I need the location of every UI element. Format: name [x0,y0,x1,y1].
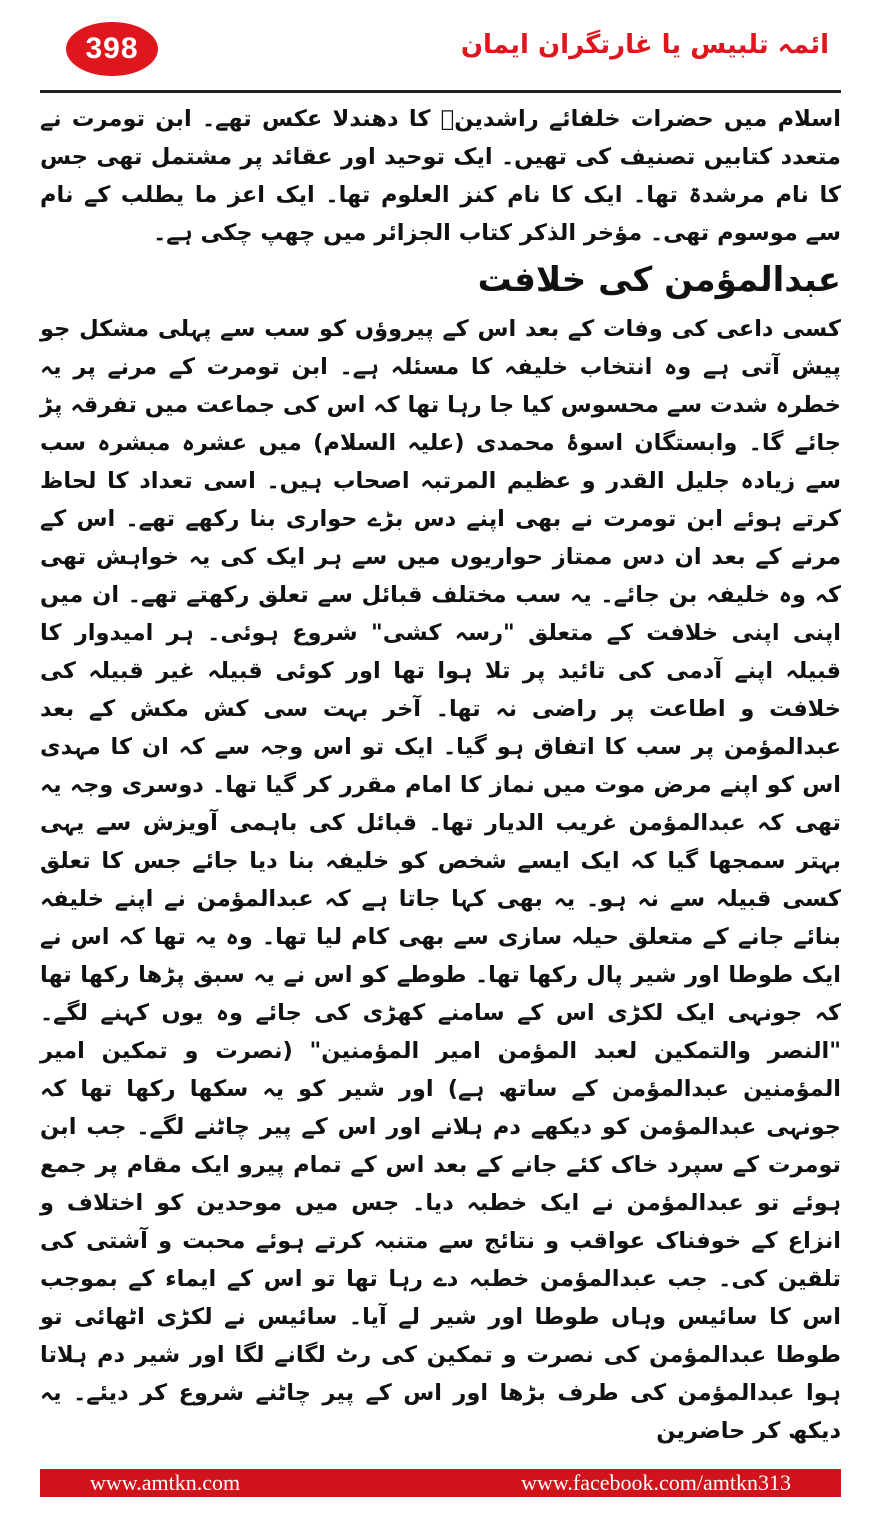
page-body [40,100,841,1450]
page-number: 398 [85,32,139,65]
website-link[interactable]: www.amtkn.com [90,1470,241,1495]
page-number-badge [66,22,158,76]
header-divider [40,90,841,93]
facebook-link[interactable]: www.facebook.com/amtkn313 [521,1470,791,1495]
paragraph-intro: اسلام میں حضرات خلفائے راشدینؓ کا دھندلا عکس تھے۔ ابن تومرت نے متعدد کتابیں تصنیف کی تھیں۔ ایک توحید اور عقائد پر مشتمل تھی جس کا نام مرشدۃ تھا۔ ایک کا نام کنز العلوم تھا۔ ایک اعز ما یطلب کے نام سے موسوم تھی۔ مؤخر الذکر کتاب الجزائر میں چھپ چکی ہے۔ [40,106,841,246]
book-title: ائمہ تلبیس یا غارتگران ایمان [460,30,829,60]
section-heading: عبدالمؤمن کی خلافت [477,260,841,300]
footer-bar [40,1469,841,1497]
paragraph-main: کسی داعی کی وفات کے بعد اس کے پیروؤں کو سب سے پہلی مشکل جو پیش آتی ہے وہ انتخاب خلیفہ کا مسئلہ ہے۔ ابن تومرت کے مرنے پر یہ خطرہ شدت سے محسوس کیا جا رہا تھا کہ اس کی جماعت میں تفرقہ پڑ جائے گا۔ وابستگان اسوۂ محمدی (علیہ السلام) میں عشرہ مبشرہ سب سے زیادہ جلیل القدر و عظیم المرتبہ اصحاب ہیں۔ اسی تعداد کا لحاظ کرتے ہوئے ابن تومرت نے بھی اپنے دس بڑے حواری بنا رکھے تھے۔ اس کے مرنے کے بعد ان دس ممتاز حواریوں میں سے ہر ایک کی یہ خواہش تھی کہ وہ خلیفہ بن جائے۔ یہ سب مختلف قبائل سے تعلق رکھتے تھے۔ ان میں اپنی اپنی خلافت کے متعلق "رسہ کشی" شروع ہوئی۔ ہر امیدوار کا قبیلہ اپنے آدمی کی تائید پر تلا ہوا تھا اور کوئی قبیلہ غیر قبیلہ کی خلافت و اطاعت پر راضی نہ تھا۔ آخر بہت سی کش مکش کے بعد عبدالمؤمن پر سب کا اتفاق ہو گیا۔ ایک تو اس وجہ سے کہ ان کا مہدی اس کو اپنے مرض موت میں نماز کا امام مقرر کر گیا تھا۔ دوسری وجہ یہ تھی کہ عبدالمؤمن غریب الدیار تھا۔ قبائل کی باہمی آویزش سے یہی بہتر سمجھا گیا کہ ایک ایسے شخص کو خلیفہ بنا دیا جائے جس کا تعلق کسی قبیلہ سے نہ ہو۔ یہ بھی کہا جاتا ہے کہ عبدالمؤمن نے اپنے خلیفہ بنائے جانے کے متعلق حیلہ سازی سے بھی کام لیا تھا۔ وہ یہ تھا کہ اس نے ایک طوطا اور شیر پال رکھا تھا۔ طوطے کو اس نے یہ سبق پڑھا رکھا تھا کہ جونہی ایک لکڑی اس کے سامنے کھڑی کی جائے وہ یوں کہنے لگے۔ "النصر والتمکین لعبد المؤمن امیر المؤمنین" (نصرت و تمکین امیر المؤمنین عبدالمؤمن کے ساتھ ہے) اور شیر کو یہ سکھا رکھا تھا کہ جونہی عبدالمؤمن کو دیکھے دم ہلانے اور اس کے پیر چاٹنے لگے۔ جب ابن تومرت کے سپرد خاک کئے جانے کے بعد اس کے تمام پیرو ایک مقام پر جمع ہوئے تو عبدالمؤمن نے ایک خطبہ دیا۔ جس میں موحدین کو اختلاف و انزاع کے خوفناک عواقب و نتائج سے متنبہ کرتے ہوئے محبت و آشتی کی تلقین کی۔ جب عبدالمؤمن خطبہ دے رہا تھا تو اس کے ایماء کے بموجب اس کا سائیس وہاں طوطا اور شیر لے آیا۔ سائیس نے لکڑی اٹھائی تو طوطا عبدالمؤمن کی نصرت و تمکین کی رٹ لگانے لگا اور شیر دم ہلاتا ہوا عبدالمؤمن کی طرف بڑھا اور اس کے پیر چاٹنے شروع کر دیئے۔ یہ دیکھ کر حاضرین [40,316,841,1444]
